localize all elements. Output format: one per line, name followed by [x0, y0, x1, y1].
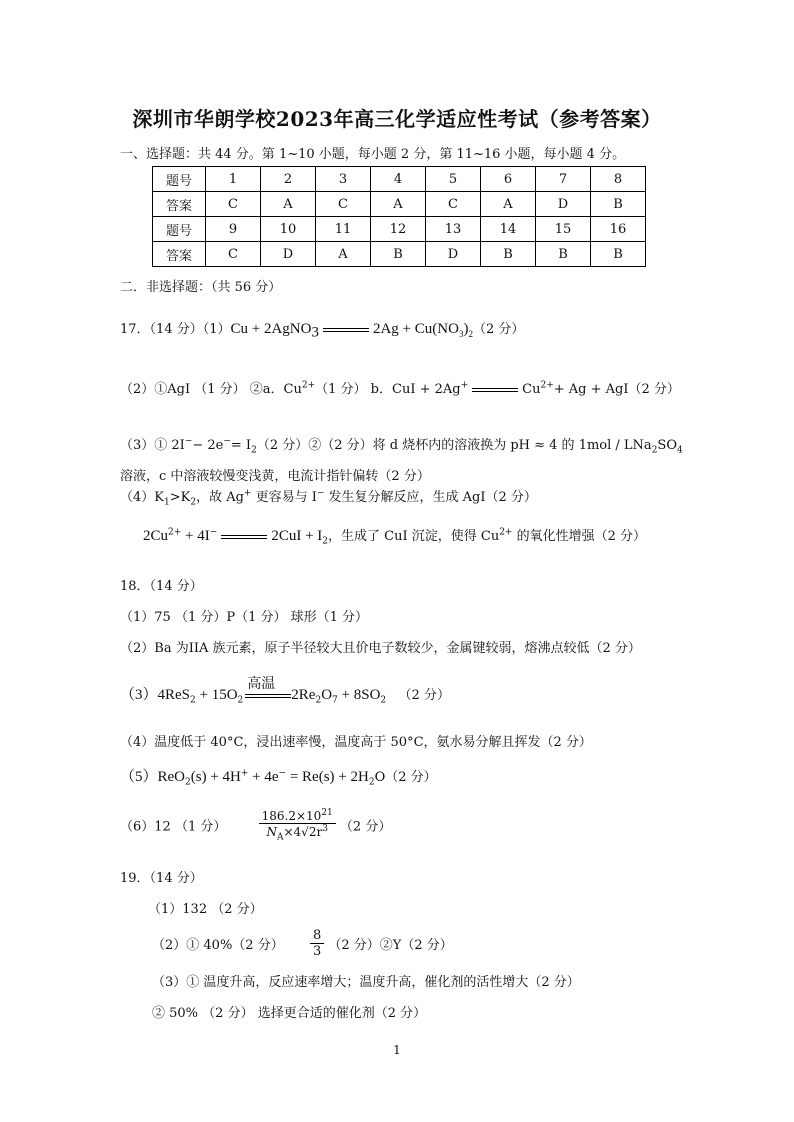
answer-text: = I [230, 438, 252, 453]
equation-text: O [321, 687, 333, 703]
table-cell: 13 [426, 217, 481, 242]
equation-text: = Re(s) + 2H [286, 769, 369, 785]
answer-text: （6）12 （1 分） [120, 819, 227, 835]
q18-heading: 18．（14 分） [120, 579, 203, 594]
table-cell: C [206, 242, 261, 267]
table-cell: 12 [371, 217, 426, 242]
table-cell: B [481, 242, 536, 267]
table-cell: D [536, 192, 591, 217]
score-text: （2 分） [472, 322, 525, 337]
answer-table [152, 166, 646, 267]
table-row [153, 167, 646, 192]
table-cell: 5 [426, 167, 481, 192]
equation-text: （3）4ReS [120, 687, 191, 703]
answer-text: （2）① 40%（2 分） [152, 938, 284, 953]
answer-text: （2 分）②（2 分）将 d 烧杯内的溶液换为 pH ≈ 4 的 1mol / LNa [256, 438, 652, 453]
q18-part4: （4）温度低于 40°C，浸出速率慢，温度高于 50°C，氨水易分解且挥发（2 分） [120, 735, 592, 750]
reaction-condition: 高温 [247, 675, 276, 692]
answer-text: 的氧化性增强（2 分） [512, 529, 647, 544]
answer-text: （2 分）②Y（2 分） [328, 938, 453, 953]
reaction-arrow [245, 675, 289, 701]
table-cell: 1 [206, 167, 261, 192]
table-cell: C [316, 192, 371, 217]
equation-text: + 4e [248, 769, 279, 785]
score-text: （2 分） [398, 688, 450, 703]
q18-part6 [120, 808, 391, 842]
equals-sign [323, 328, 369, 332]
section2-heading: 二．非选择题：（共 56 分） [120, 280, 282, 295]
equation-text: + 8SO [337, 687, 381, 703]
q18-part2: （2）Ba 为IIA 族元素，原子半径较大且价电子数较少，金属键较弱，熔沸点较低（2 分） [120, 641, 641, 656]
table-cell: 题号 [153, 167, 206, 192]
table-cell: 7 [536, 167, 591, 192]
table-cell: D [426, 242, 481, 267]
table-cell: A [481, 192, 536, 217]
table-cell: B [591, 242, 646, 267]
answer-text: 更容易与 I [251, 490, 317, 505]
equation-text: + 15O [195, 687, 238, 703]
q19-part2 [152, 928, 453, 959]
fraction-numerator: 186.2×10 [261, 809, 322, 823]
q17-part3-line2: 溶液，c 中溶液较慢变浅黄，电流计指针偏转（2 分） [120, 469, 430, 484]
table-cell: 答案 [153, 192, 206, 217]
answer-text: >K [169, 490, 191, 505]
page-title: 深圳市华朗学校2023年高三化学适应性考试（参考答案） [132, 107, 662, 131]
table-cell: 14 [481, 217, 536, 242]
equals-sign [221, 535, 267, 539]
table-cell: D [261, 242, 316, 267]
answer-text: Cu [522, 382, 541, 397]
answer-text: + Ag + AgI（2 分） [553, 382, 680, 397]
table-cell: A [261, 192, 316, 217]
equation-text: 2Re [291, 687, 316, 703]
page-number: 1 [393, 1043, 401, 1057]
density-fraction: $\frac{186.2\times 10^{21}}{N_A\times 4√2r^3}$ [259, 808, 336, 842]
answer-text: ，生成了 CuI 沉淀，使得 Cu [328, 529, 500, 544]
table-row [153, 192, 646, 217]
table-cell: 8 [591, 167, 646, 192]
answer-text: O（2 分） [374, 770, 437, 785]
equation-text: + 4I [181, 528, 210, 544]
table-cell: A [371, 192, 426, 217]
equation-text: 2Cu [143, 528, 169, 544]
q17-part4-equation: $2Cu^{2+} + 4I^-$ $2CuI + I_2$，生成了 CuI 沉淀，使得 $Cu^{2+}$ 的氧化性增强（2 分） [143, 527, 647, 547]
fraction [310, 928, 324, 959]
table-cell: 10 [261, 217, 316, 242]
table-cell: 答案 [153, 242, 206, 267]
table-cell: B [591, 192, 646, 217]
fraction-denominator: ×4√2r [283, 825, 323, 839]
table-cell: 16 [591, 217, 646, 242]
answer-text: （2）①AgI （1 分） ②a．Cu [120, 382, 302, 397]
equation-text: Cu + 2AgNO [230, 321, 312, 337]
equals-sign [472, 388, 518, 392]
table-cell: C [206, 192, 261, 217]
answer-text: − 2e [192, 438, 224, 453]
q19-heading: 19．（14 分） [120, 871, 203, 886]
table-cell: 2 [261, 167, 316, 192]
table-row [153, 217, 646, 242]
table-cell: 3 [316, 167, 371, 192]
equation-text: (s) + 4H [190, 769, 241, 785]
fraction-numerator: 8 [310, 928, 324, 944]
table-cell: 题号 [153, 217, 206, 242]
q19-part3: （3）① 温度升高，反应速率增大；温度升高，催化剂的活性增大（2 分） [152, 975, 580, 990]
score-text: （2 分） [339, 819, 392, 835]
answer-text: SO [657, 438, 677, 453]
q19-part1: （1）132 （2 分） [148, 902, 263, 917]
fraction-denominator: N [266, 825, 277, 839]
q18-part3: $(3)4ReS_2 + 15O_2$ 高温 $2Re_2O_7 + 8SO_2$ （2 分） [120, 683, 450, 706]
table-cell: B [536, 242, 591, 267]
equation-text: 2Ag + Cu [372, 321, 433, 337]
answer-text: （4）K [120, 490, 164, 505]
fraction-denominator: 3 [312, 944, 322, 959]
q17-heading: 17．（14 分）（1） [120, 322, 231, 337]
q18-part1: （1）75 （1 分）P（1 分） 球形（1 分） [120, 610, 369, 625]
q18-part5: $(5)ReO_2(s) + 4H^+ + 4e^- = Re(s) + 2H_2O(2$ 分） [120, 768, 437, 788]
q17-part4: $(4)K_1>K_2$，故 Ag+ 更容易与 I− 发生复分解反应，生成 AgI（2 分） [120, 488, 537, 508]
q17-part3: （3）① $2I^-- 2e^-= I_2(2$ 分）②（2 分）将 d 烧杯内的溶液换为 pH ≈ 4 的 $1mol / LNa_2SO_4$ [120, 436, 683, 456]
table-cell: 15 [536, 217, 591, 242]
table-cell: C [426, 192, 481, 217]
answer-text: （1 分） b．CuI + 2Ag [315, 382, 461, 397]
table-cell: 11 [316, 217, 371, 242]
section1-heading: 一、选择题：共 44 分。第 1~10 小题，每小题 2 分，第 11~16 小题，每小题 4 分。 [120, 147, 626, 162]
table-cell: A [316, 242, 371, 267]
q17-part2: （2）①AgI （1 分） ②a．$Cu^{2+}(1$ 分） b．CuI + 2Ag+ $Cu^{2+}+ Ag + AgI(2$ 分） [120, 380, 680, 397]
equation-text: 2CuI + I [271, 528, 323, 544]
table-cell: B [371, 242, 426, 267]
answer-text: （3）① 2I [120, 438, 185, 453]
q17-part1: 17．（14 分）（1）Cu + 2AgNO$_3$ $2Ag + Cu(NO_3)_2(2$ 分） [120, 321, 525, 341]
table-row [153, 242, 646, 267]
table-cell: 6 [481, 167, 536, 192]
answer-text: ，故 Ag [196, 490, 244, 505]
answer-text: 发生复分解反应，生成 AgI（2 分） [324, 490, 537, 505]
table-cell: 4 [371, 167, 426, 192]
table-cell: 9 [206, 217, 261, 242]
q19-part4: ② 50% （2 分） 选择更合适的催化剂（2 分） [152, 1006, 427, 1021]
equation-text: （5）ReO [120, 769, 185, 785]
